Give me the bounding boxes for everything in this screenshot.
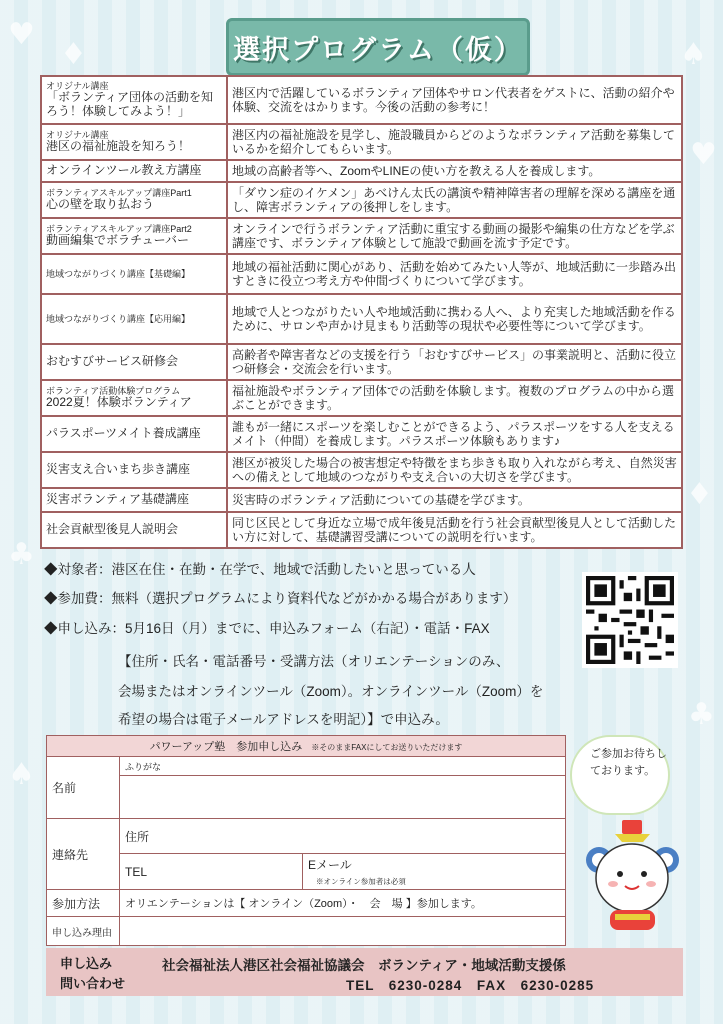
- program-title: 地域つながりづくり講座【基礎編】: [46, 268, 191, 279]
- program-description: 同じ区民として身近な立場で成年後見活動を行う社会貢献型後見人として活動したい方に対して、基礎講習受講についての説明を行います。: [227, 512, 682, 548]
- program-title: パラスポーツメイト養成講座: [46, 426, 201, 441]
- program-row: [41, 488, 682, 512]
- program-name-cell: [41, 380, 227, 416]
- diamond-decoration-icon: ♦: [686, 477, 713, 512]
- program-name-cell: [41, 344, 227, 380]
- program-description: 地域の高齢者等へ、ZoomやLINEの使い方を教える人を養成します。: [227, 160, 682, 182]
- program-description: 誰もが一緒にスポーツを楽しむことができるよう、パラスポーツをする人を支えるメイト（仲間）を養成します。パラスポーツ体験もあります♪: [227, 416, 682, 452]
- furigana-field[interactable]: [120, 757, 566, 776]
- program-row: [41, 344, 682, 380]
- program-description: 災害時のボランティア活動についての基礎を学びます。: [227, 488, 682, 512]
- program-row: [41, 512, 682, 548]
- contact-numbers: TEL 6230-0284 FAX 6230-0285: [346, 978, 595, 993]
- application-details: 【住所・氏名・電話番号・受講方法（オリエンテーションのみ、: [118, 654, 510, 669]
- program-description: 地域の福祉活動に関心があり、活動を始めてみたい人等が、地域活動に一歩踏み出すときに役立つ考え方や仲間づくりについて学びます。: [227, 254, 682, 294]
- footer-label: [60, 954, 125, 993]
- name-input-row: [47, 776, 566, 819]
- program-title: 災害ボランティア基礎講座: [46, 492, 190, 507]
- program-title: 港区の福祉施設を知ろう！: [46, 139, 191, 154]
- footer-contact: [46, 948, 683, 996]
- program-name-cell: [41, 218, 227, 254]
- program-title: 社会貢献型後見人説明会: [46, 522, 179, 537]
- diamond-decoration-icon: ♦: [60, 37, 87, 72]
- program-row: [41, 76, 682, 124]
- program-description: 「ダウン症のイケメン」あべけん太氏の講演や精神障害者の理解を深める講座を通し、障害ボランティアの後押しをします。: [227, 182, 682, 218]
- program-title: 2022夏！体験ボランティア: [46, 395, 192, 410]
- program-title: おむすびサービス研修会: [46, 354, 179, 369]
- program-row: [41, 380, 682, 416]
- program-name-cell: [41, 182, 227, 218]
- address-label: 住所: [125, 829, 150, 844]
- program-description: 福祉施設やボランティア団体での活動を体験します。複数のプログラムの中から選ぶことができます。: [227, 380, 682, 416]
- program-row: [41, 452, 682, 488]
- program-category: ボランティアスキルアップ講座Part2: [46, 223, 192, 234]
- program-row: [41, 218, 682, 254]
- email-label: Eメール: [308, 858, 352, 872]
- club-decoration-icon: ♣: [8, 537, 35, 572]
- application-details: 希望の場合は電子メールアドレスを明記）】で申込み。: [118, 712, 449, 727]
- program-row: [41, 254, 682, 294]
- contact-label: 連絡先: [47, 819, 120, 890]
- program-name-cell: [41, 488, 227, 512]
- application-info: ◆申し込み：5月16日（月）までに、申込みフォーム（右記）・電話・FAX: [44, 621, 490, 636]
- program-description: オンラインで行うボランティア活動に重宝する動画の撮影や編集の仕方などを学ぶ講座です、ボランティア体験として施設で動画を流す予定です。: [227, 218, 682, 254]
- program-title: 心の壁を取り払おう: [46, 197, 155, 212]
- footer-label-inquiry: 問い合わせ: [60, 975, 126, 991]
- heart-decoration-icon: ♥: [690, 137, 717, 172]
- target-audience: ◆対象者：港区在住・在勤・在学で、地域で活動したいと思っている人: [44, 562, 476, 577]
- program-category: オリジナル講座: [46, 81, 109, 92]
- name-row: [47, 757, 566, 776]
- program-name-cell: [41, 254, 227, 294]
- page-title: 選択プログラム（仮）: [233, 34, 523, 66]
- method-label: 参加方法: [47, 890, 120, 917]
- form-title: パワーアップ塾 参加申し込み: [149, 741, 303, 753]
- program-title: オンラインツール教え方講座: [46, 163, 202, 178]
- program-row: [41, 294, 682, 344]
- address-row: [47, 819, 566, 854]
- program-description: 高齢者や障害者などの支援を行う「おむすびサービス」の事業説明と、活動に役立つ研修会・交流会を行います。: [227, 344, 682, 380]
- application-form: [46, 735, 566, 946]
- program-description: 地域で人とつながりたい人や地域活動に携わる人へ、より充実した地域活動を作るために、サロンや声かけ見まもり活動等の現状や必要性等について学びます。: [227, 294, 682, 344]
- tel-email-row: [47, 854, 566, 890]
- form-header-row: [47, 736, 566, 757]
- program-name-cell: [41, 512, 227, 548]
- qr-code[interactable]: [582, 572, 678, 668]
- organization-name: 社会福祉法人港区社会福祉協議会 ボランティア・地域活動支援係: [162, 958, 566, 973]
- address-field[interactable]: [120, 819, 566, 854]
- mascot-icon: [585, 820, 680, 935]
- program-title: 「ボランティア団体の活動を知ろう！体験してみよう！」: [46, 90, 214, 119]
- tel-label: TEL: [125, 864, 148, 879]
- program-name-cell: [41, 416, 227, 452]
- method-row: [47, 890, 566, 917]
- bubble-text: ご参加お待ちしております。: [590, 747, 667, 778]
- furigana-label: ふりがな: [125, 761, 162, 772]
- program-name-cell: [41, 294, 227, 344]
- program-title: 災害支え合いまち歩き講座: [46, 462, 191, 477]
- method-field[interactable]: [120, 890, 566, 917]
- program-row: [41, 182, 682, 218]
- form-note: ※そのままFAXにしてお送りいただけます: [311, 743, 463, 752]
- program-name-cell: [41, 160, 227, 182]
- footer-label-apply: 申し込み: [60, 956, 113, 971]
- email-note: ※オンライン参加者は必須: [316, 877, 406, 886]
- title-banner: [226, 18, 530, 76]
- program-description: 港区内で活躍しているボランティア団体やサロン代表者をゲストに、活動の紹介や体験、交流をはかります。今後の活動の参考に！: [227, 76, 682, 124]
- program-name-cell: [41, 124, 227, 160]
- program-row: [41, 416, 682, 452]
- program-category: オリジナル講座: [46, 129, 109, 140]
- program-table: [40, 75, 683, 549]
- qr-code-icon: [586, 576, 674, 664]
- email-field[interactable]: [303, 854, 566, 890]
- program-category: ボランティアスキルアップ講座Part1: [46, 187, 192, 198]
- method-text: オリエンテーションは【 オンライン（Zoom）・ 会 場 】参加します。: [125, 898, 482, 910]
- program-row: [41, 160, 682, 182]
- program-name-cell: [41, 452, 227, 488]
- program-description: 港区が被災した場合の被害想定や特徴をまち歩きも取り入れながら考え、自然災害への備えとして地域のつながりや支え合いの大切さを学びます。: [227, 452, 682, 488]
- program-category: ボランティア活動体験プログラム: [46, 385, 181, 396]
- program-row: [41, 124, 682, 160]
- heart-decoration-icon: ♥: [8, 17, 35, 52]
- reason-row: [47, 917, 566, 946]
- reason-label: 申し込み理由: [47, 917, 120, 946]
- program-title: 動画編集でボラチューバー: [46, 233, 190, 248]
- reason-field[interactable]: [120, 917, 566, 946]
- spade-decoration-icon: ♠: [8, 757, 35, 792]
- speech-bubble: [570, 735, 670, 815]
- spade-decoration-icon: ♠: [680, 37, 707, 72]
- name-label: 名前: [47, 757, 120, 819]
- name-field[interactable]: [120, 776, 566, 819]
- program-title: 地域つながりづくり講座【応用編】: [46, 313, 191, 324]
- tel-field[interactable]: [120, 854, 303, 890]
- program-description: 港区内の福祉施設を見学し、施設職員からどのようなボランティア活動を募集しているかを紹介してもらいます。: [227, 124, 682, 160]
- application-details: 会場またはオンラインツール（Zoom）。オンラインツール（Zoom）を: [118, 684, 544, 699]
- program-name-cell: [41, 76, 227, 124]
- form-header: [47, 736, 566, 757]
- fee-info: ◆参加費：無料（選択プログラムにより資料代などがかかる場合があります）: [44, 591, 517, 606]
- club-decoration-icon: ♣: [688, 697, 715, 732]
